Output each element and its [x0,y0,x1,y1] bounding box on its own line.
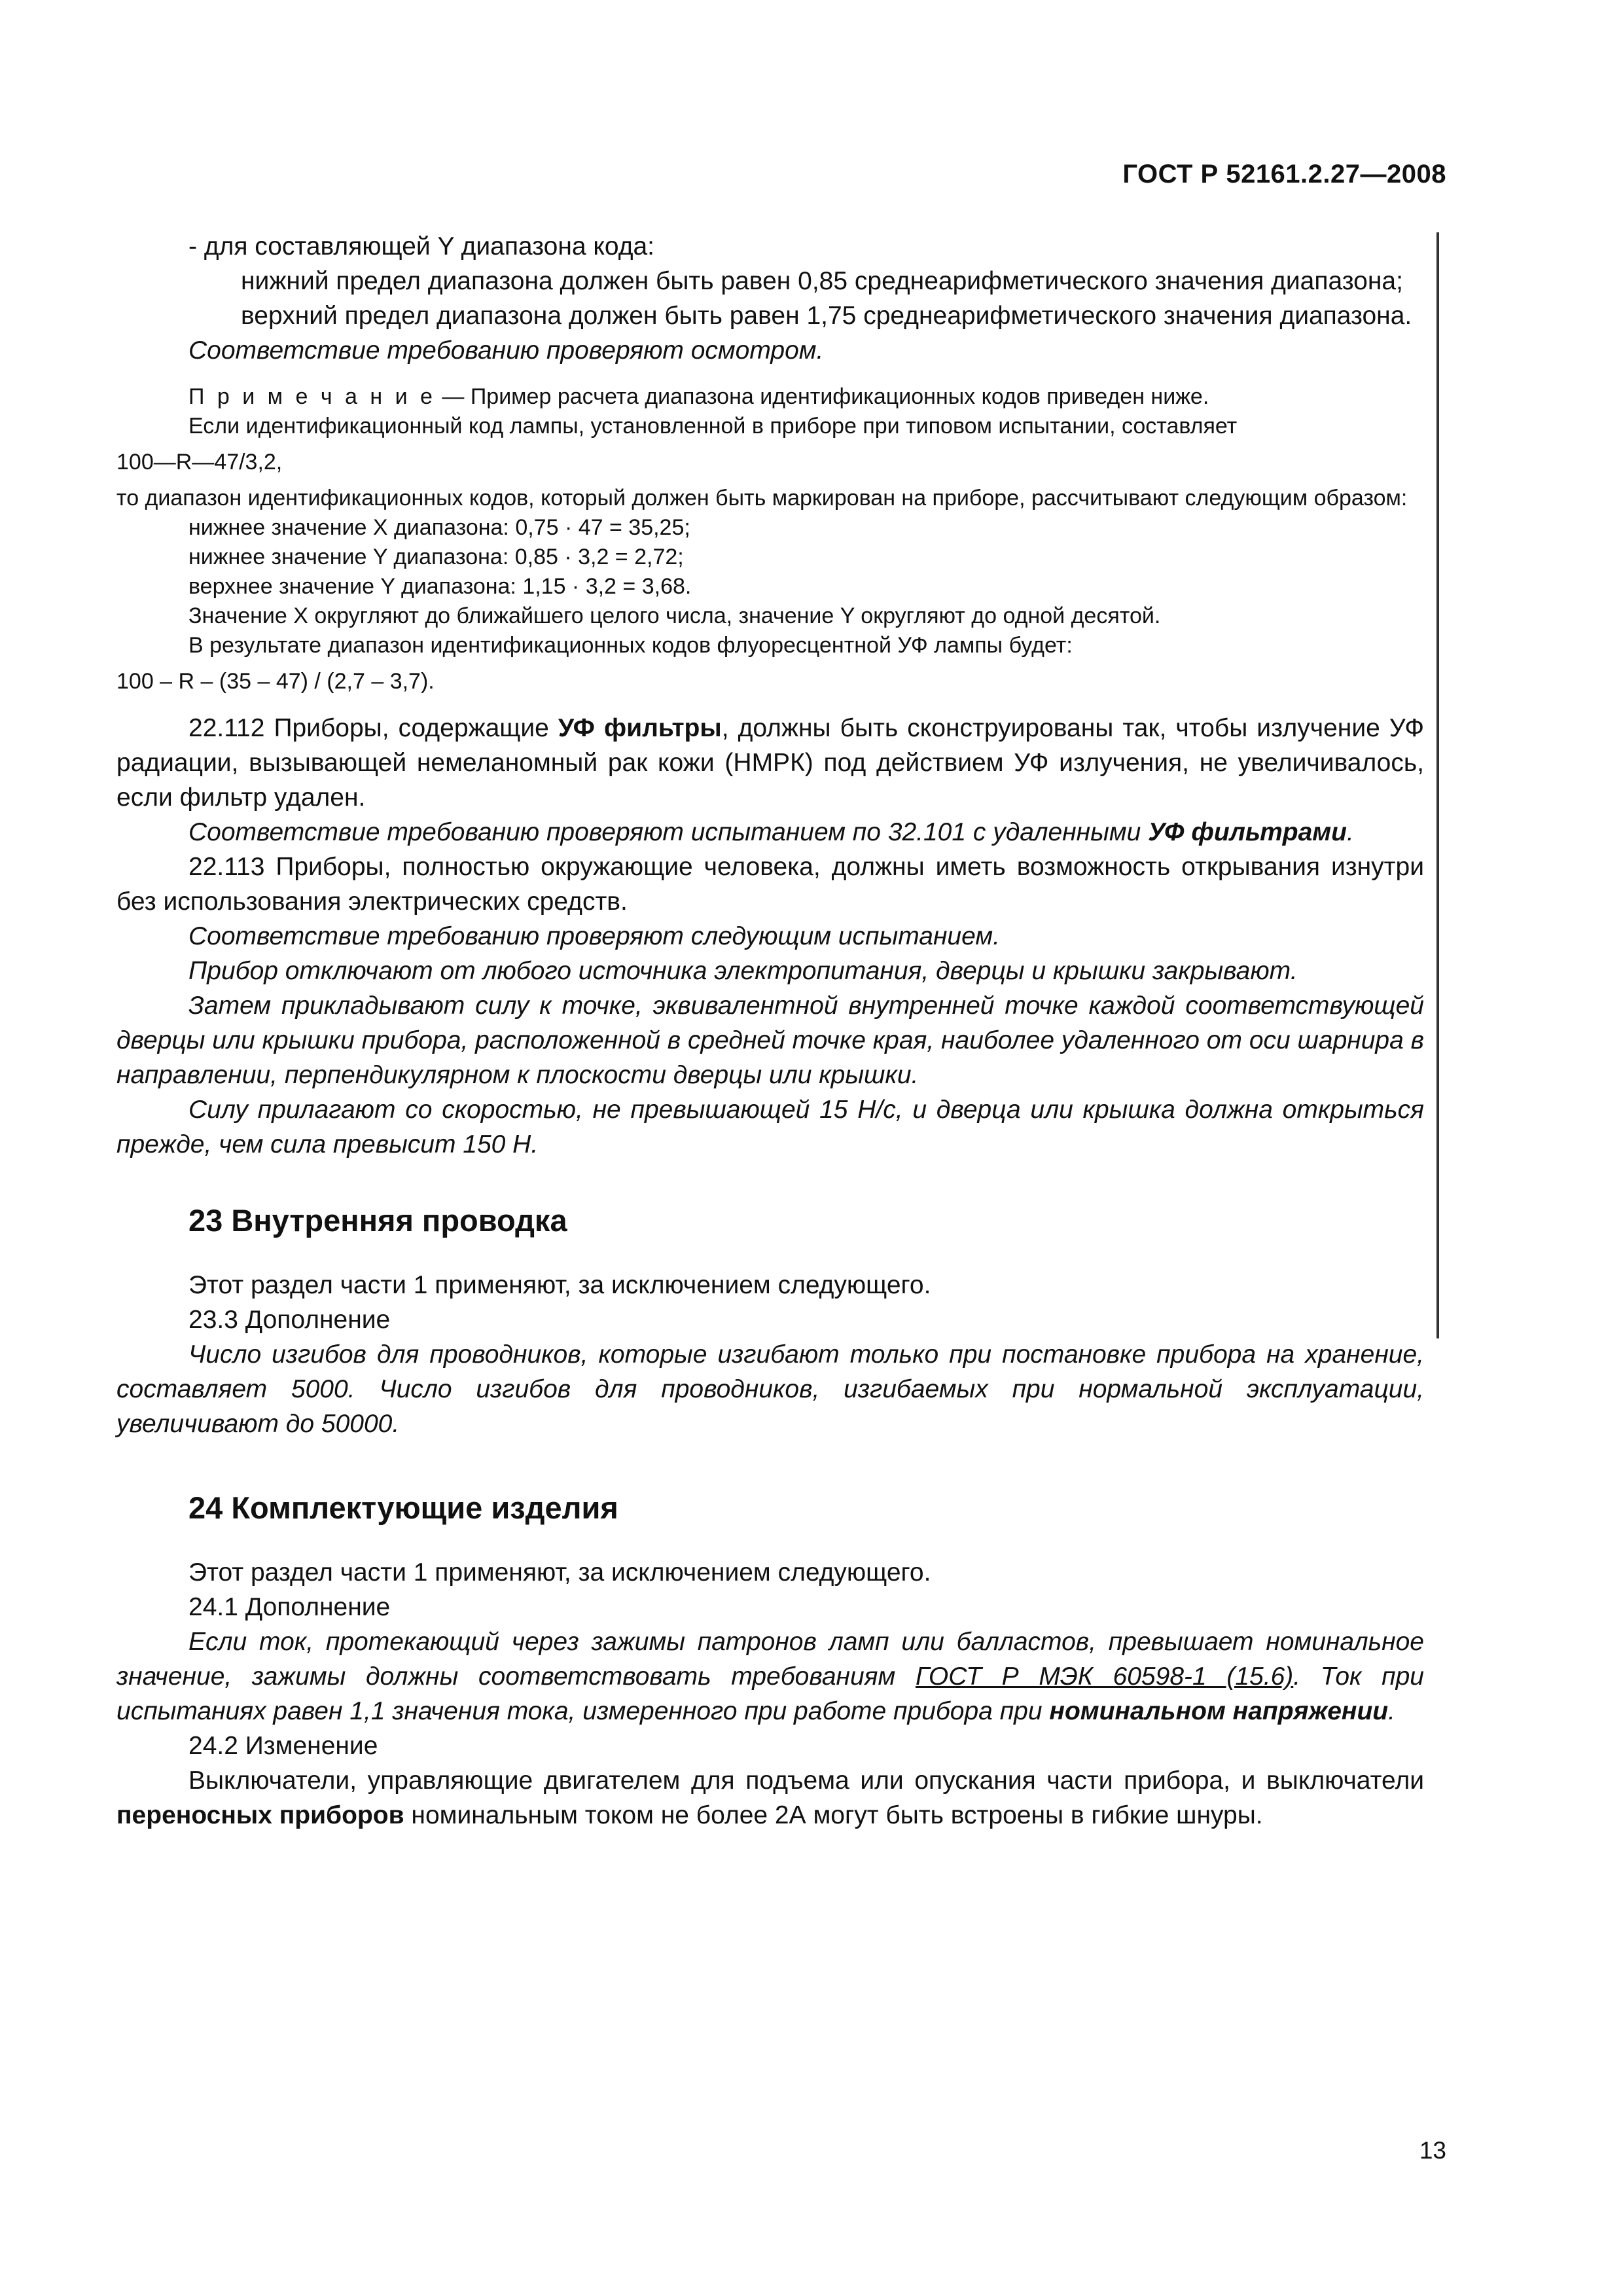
y-component-intro: - для составляющей Y диапазона кода: [188,232,654,260]
clause-22-113-step-1: Прибор отключают от любого источника электропитания, дверцы и крышки закрывают. [188,957,1298,985]
gost-reference-link[interactable]: ГОСТ Р МЭК 60598-1 (15.6) [915,1662,1294,1691]
clause-22-112-check-post: . [1346,818,1354,846]
document-header: ГОСТ Р 52161.2.27—2008 [1122,160,1446,188]
y-component-upper: верхний предел диапазона должен быть равен 1,75 среднеарифметического значения диапазона. [241,302,1412,330]
section-24-text-1-post: . [1388,1697,1395,1725]
section-24-text-1-pre: Если ток, протекающий через зажимы патронов ламп или балластов, превышает номинальное значение, зажимы должны соответствовать требованиям [116,1628,1424,1691]
note-code: 100—R—47/3,2, [116,450,283,475]
clause-22-112 [116,711,1424,850]
note-y-upper: верхнее значение Y диапазона: 1,15 · 3,2 = 3,68. [188,574,692,599]
note-result-intro: В результате диапазон идентификационных кодов флуоресцентной УФ лампы будет: [188,633,1073,658]
section-24-text-2-bold: переносных приборов [116,1801,404,1829]
section-24-text-1-mid: . Ток при испытаниях равен 1,1 значения тока, измеренного при работе прибора при [116,1662,1424,1725]
clause-22-112-bold: УФ фильтры [558,714,722,742]
section-24-title: 24 Комплектующие изделия [188,1490,618,1525]
note-rounding: Значение X округляют до ближайшего целого числа, значение Y округляют до одной десятой. [188,603,1161,628]
section-24-intro: Этот раздел части 1 применяют, за исключением следующего. [188,1558,931,1587]
page-body [116,229,1424,1833]
section-24-text-2 [116,1763,1424,1833]
section-24-text-2-post: номинальным током не более 2А могут быть встроены в гибкие шнуры. [404,1801,1263,1829]
clause-22-112-pre: 22.112 Приборы, содержащие [188,714,558,742]
section-23-intro: Этот раздел части 1 применяют, за исключением следующего. [188,1271,931,1299]
note-dash-text: — Пример расчета диапазона идентификационных кодов приведен ниже. [435,384,1209,409]
clause-22-112-check-bold: УФ фильтрами [1148,818,1347,846]
clause-22-112-post: , должны быть сконструированы так, чтобы излучение УФ радиации, вызывающей немеланомный рак кожи (НМРК) под действием УФ излучения, не увеличивалось, если фильтр удален. [116,714,1424,812]
y-component-check: Соответствие требованию проверяют осмотром. [188,336,824,365]
clause-22-112-check [116,815,1424,850]
page-number: 13 [1419,2137,1446,2164]
note-line-1 [116,382,1424,412]
clause-22-112-text [116,711,1424,815]
section-23-title: 23 Внутренняя проводка [188,1203,567,1238]
clause-22-113 [116,850,1424,1162]
section-24-text-1-bold: номинальном напряжении [1049,1697,1389,1725]
clause-22-113-step-3: Силу прилагают со скоростью, не превышающей 15 Н/с, и дверца или крышка должна открыться прежде, чем сила превысит 150 Н. [116,1096,1424,1158]
section-24-sub-1: 24.1 Дополнение [188,1593,391,1621]
note-line-3: то диапазон идентификационных кодов, который должен быть маркирован на приборе, рассчитывают следующим образом: [116,486,1408,511]
section-24-text-2-pre: Выключатели, управляющие двигателем для подъема или опускания части прибора, и выключатели [188,1767,1424,1795]
section-23-text: Число изгибов для проводников, которые изгибают только при постановке прибора на хранение, составляет 5000. Число изгибов для проводников, изгибаемых при нормальной эксплуатации, увеличивают до 50000. [116,1340,1424,1438]
section-24-sub-2: 24.2 Изменение [188,1732,378,1760]
change-bar [1436,232,1439,1338]
note-result-code: 100 – R – (35 – 47) / (2,7 – 3,7). [116,669,435,694]
y-component-lower: нижний предел диапазона должен быть равен 0,85 среднеарифметического значения диапазона; [241,267,1403,295]
note-label: П р и м е ч а н и е [188,384,436,409]
clause-22-112-check-pre: Соответствие требованию проверяют испытанием по 32.101 с удаленными [188,818,1149,846]
section-24-text-1 [116,1624,1424,1729]
clause-22-113-text: 22.113 Приборы, полностью окружающие человека, должны иметь возможность открывания изнутри без использования электрических средств. [116,853,1424,916]
note-y-lower: нижнее значение Y диапазона: 0,85 · 3,2 = 2,72; [188,545,684,569]
clause-22-113-check: Соответствие требованию проверяют следующим испытанием. [188,922,1000,950]
note-block [116,382,1424,696]
note-x-lower: нижнее значение X диапазона: 0,75 · 47 = 35,25; [188,515,690,540]
clause-22-113-step-2: Затем прикладывают силу к точке, эквивалентной внутренней точке каждой соответствующей дверцы или крышки прибора, расположенной в средней точке края, наиболее удаленного от оси шарнира в направлении, перпендикулярном к плоскости дверцы или крышки. [116,992,1425,1089]
note-line-2: Если идентификационный код лампы, установленной в приборе при типовом испытании, составляет [188,414,1238,439]
section-23-sub: 23.3 Дополнение [188,1306,391,1334]
